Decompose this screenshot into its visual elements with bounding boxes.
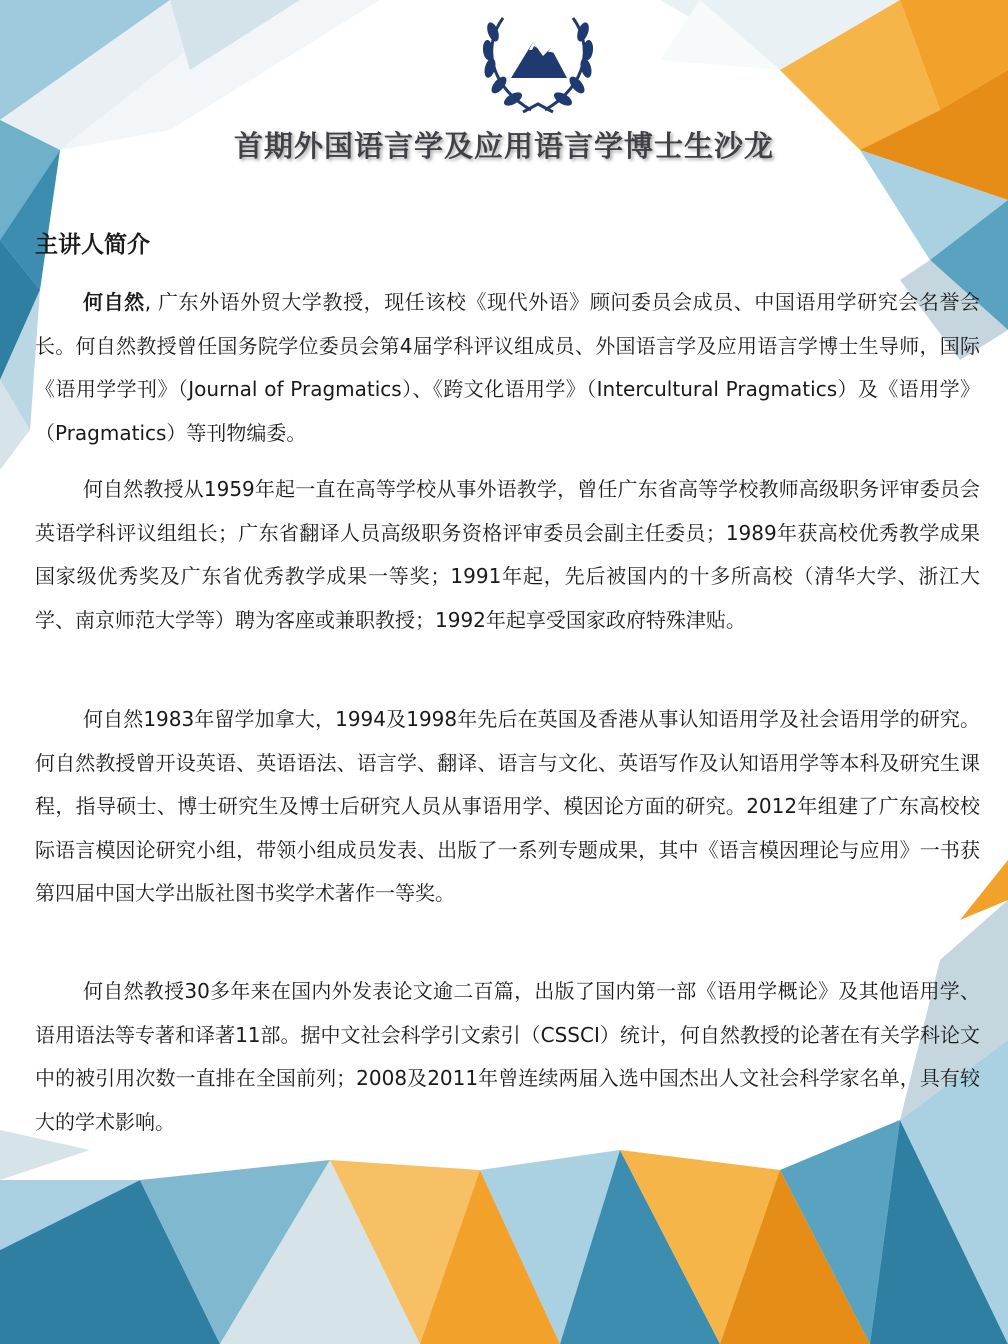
page-title: 首期外国语言学及应用语言学博士生沙龙 <box>233 129 774 163</box>
bio-paragraph-3: 何自然1983年留学加拿大，1994及1998年先后在英国及香港从事认知语用学及社会语用学的研究。何自然教授曾开设英语、英语语法、语言学、翻译、语言与文化、英语写作及认知语用学等本科及研究生课程，指导硕士、博士研究生及博士后研究人员从事语用学、模因论方面的研究。2012年组建了广东高校校际语言模因论研究小组，带领小组成员发表、出版了一系列专题成果，其中《语言模因理论与应用》一书获第四届中国大学出版社图书奖学术著作一等奖。 <box>35 707 980 905</box>
laurel-mountain-icon <box>473 10 603 120</box>
bio-paragraph-2: 何自然教授从1959年起一直在高等学校从事外语教学，曾任广东省高等学校教师高级职务评审委员会英语学科评议组组长；广东省翻译人员高级职务资格评审委员会副主任委员；1989年获高校优秀教学成果国家级优秀奖及广东省优秀教学成果一等奖；1991年起，先后被国内的十多所高校（清华大学、浙江大学、南京师范大学等）聘为客座或兼职教授；1992年起享受国家政府特殊津贴。 <box>35 477 980 632</box>
bio-paragraph-1 <box>35 281 980 455</box>
bio-paragraph-4: 何自然教授30多年来在国内外发表论文逾二百篇，出版了国内第一部《语用学概论》及其他语用学、语用语法等专著和译著11部。据中文社会科学引文索引（CSSCI）统计，何自然教授的论著在有关学科论文中的被引用次数一直排在全国前列；2008及2011年曾连续两届入选中国杰出人文社会科学家名单，具有较大的学术影响。 <box>35 979 980 1134</box>
bio-paragraph-1-text: , 广东外语外贸大学教授，现任该校《现代外语》顾问委员会成员、中国语用学研究会名誉会长。何自然教授曾任国务院学位委员会第4届学科评议组成员、外国语言学及应用语言学博士生导师，国际《语用学学刊》（Journal of Pragmatics）、《跨文化语用学》（Intercultural Pragmatics）及《语用学》（Pragmatics）等刊物编委。 <box>35 290 981 445</box>
speaker-name: 何自然 <box>83 290 145 314</box>
mountain-icon <box>511 42 567 78</box>
section-heading: 主讲人简介 <box>35 232 150 258</box>
